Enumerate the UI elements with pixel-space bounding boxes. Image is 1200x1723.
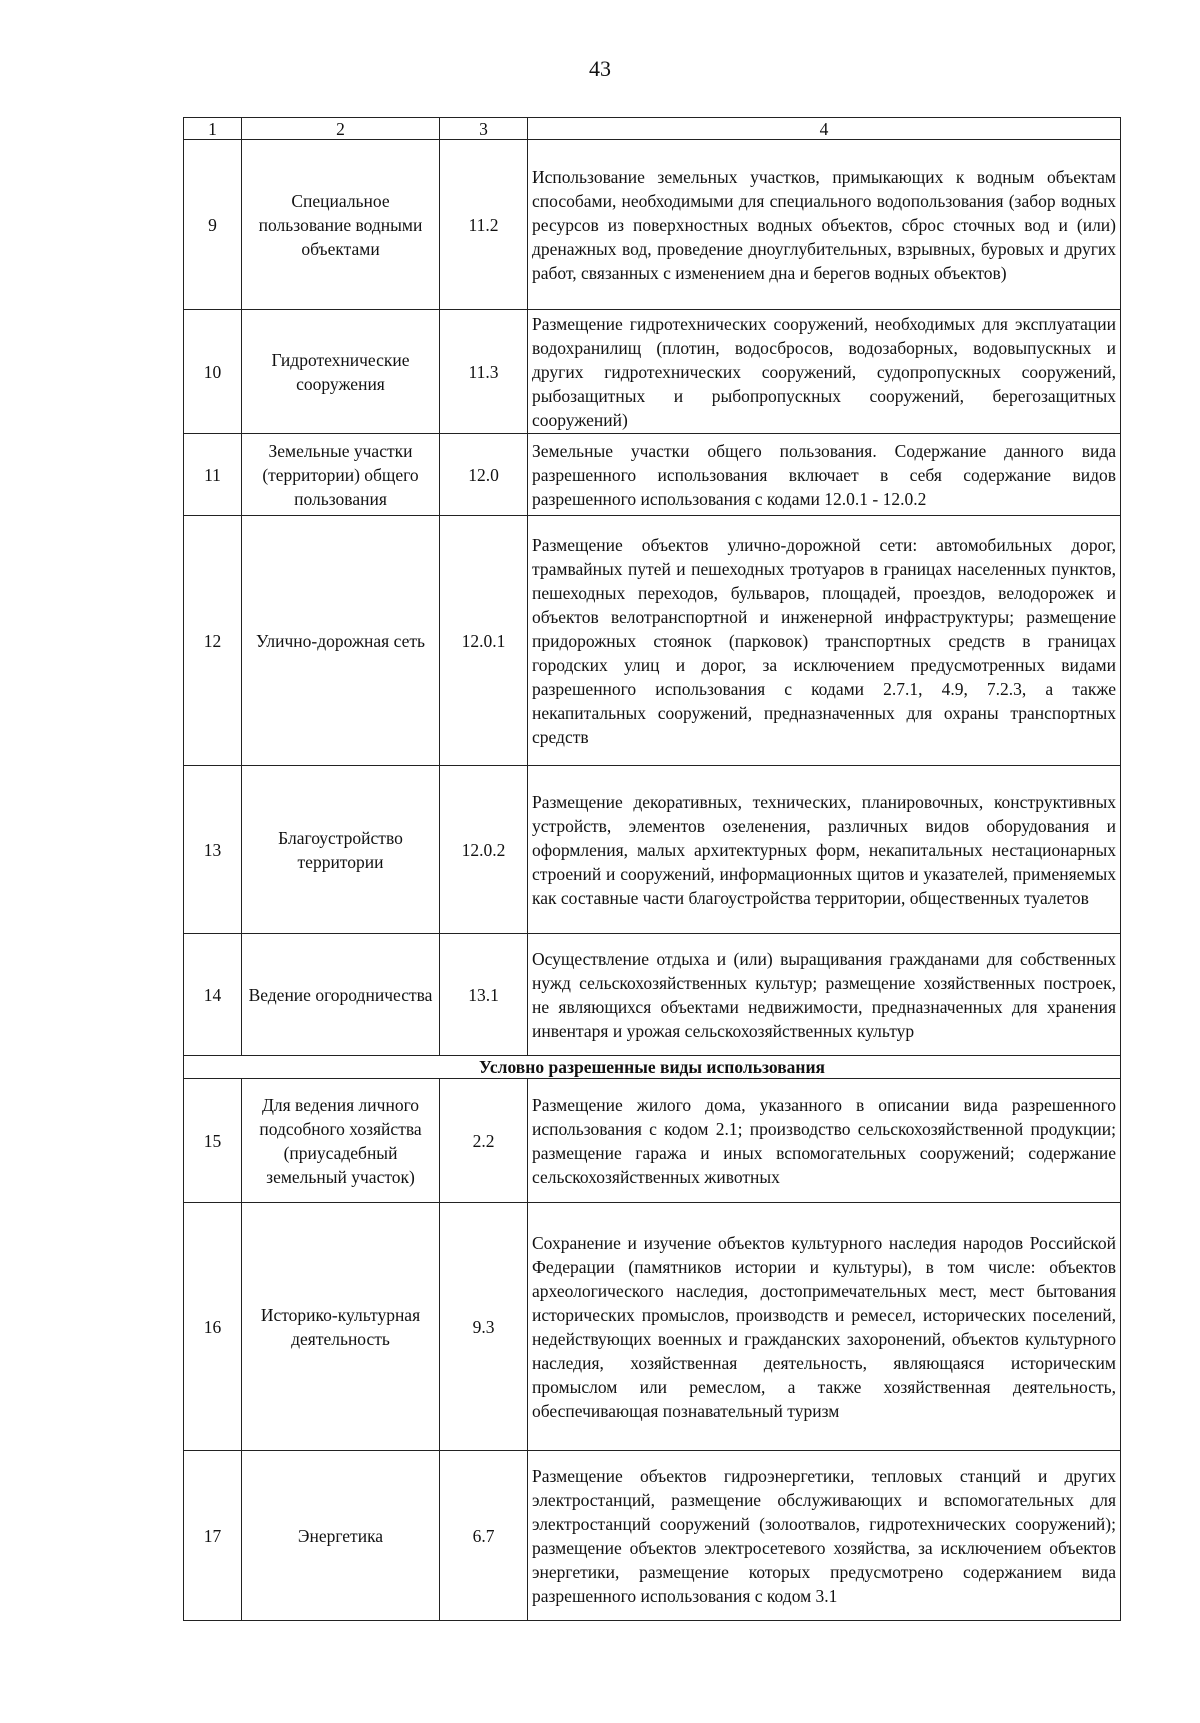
page-number: 43 (589, 56, 611, 81)
row-number: 17 (184, 1451, 242, 1621)
table-row (184, 1203, 1121, 1451)
header-col-3: 3 (440, 118, 528, 140)
table-row (184, 140, 1121, 310)
use-code: 12.0.2 (440, 766, 528, 934)
use-description: Сохранение и изучение объектов культурного наследия народов Российской Федерации (памятников истории и культуры), в том числе: объектов археологического наследия, достопримечательных мест, мест бытования исторических промыслов, производств и ремесел, исторических поселений, недействующих военных и гражданских захоронений, объектов культурного наследия, хозяйственная деятельность, являющаяся историческим промыслом или ремеслом, а также хозяйственная деятельность, обеспечивающая познавательный туризм (528, 1203, 1121, 1451)
use-code: 12.0 (440, 434, 528, 516)
use-description: Размещение объектов улично-дорожной сети: автомобильных дорог, трамвайных путей и пешеходных тротуаров в границах населенных пунктов, пешеходных переходов, бульваров, площадей, проездов, велодорожек и объектов велотранспортной и инженерной инфраструктуры; размещение придорожных стоянок (парковок) транспортных средств в границах городских улиц и дорог, за исключением предусмотренных видами разрешенного использования с кодами 2.7.1, 4.9, 7.2.3, а также некапитальных сооружений, предназначенных для охраны транспортных средств (528, 516, 1121, 766)
use-description: Использование земельных участков, примыкающих к водным объектам способами, необходимыми для специального водопользования (забор водных ресурсов из поверхностных водных объектов, сброс сточных вод и (или) дренажных вод, проведение дноуглубительных, взрывных, буровых и других работ, связанных с изменением дна и берегов водных объектов) (528, 140, 1121, 310)
use-code: 6.7 (440, 1451, 528, 1621)
section-title: Условно разрешенные виды использования (184, 1056, 1121, 1079)
use-name: Улично-дорожная сеть (242, 516, 440, 766)
table-row (184, 310, 1121, 434)
use-description: Земельные участки общего пользования. Содержание данного вида разрешенного использования включает в себя содержание видов разрешенного использования с кодами 12.0.1 - 12.0.2 (528, 434, 1121, 516)
use-name: Для ведения личного подсобного хозяйства (приусадебный земельный участок) (242, 1079, 440, 1203)
row-number: 15 (184, 1079, 242, 1203)
table-row (184, 934, 1121, 1056)
table-row (184, 1451, 1121, 1621)
header-row (184, 118, 1121, 140)
use-description: Размещение объектов гидроэнергетики, тепловых станций и других электростанций, размещение обслуживающих и вспомогательных для электростанций сооружений (золоотвалов, гидротехнических сооружений); размещение объектов электросетевого хозяйства, за исключением объектов энергетики, размещение которых предусмотрено содержанием вида разрешенного использования с кодом 3.1 (528, 1451, 1121, 1621)
table-row (184, 516, 1121, 766)
use-code: 11.3 (440, 310, 528, 434)
use-name: Земельные участки (территории) общего пользования (242, 434, 440, 516)
use-code: 2.2 (440, 1079, 528, 1203)
use-name: Благоустройство территории (242, 766, 440, 934)
use-name: Ведение огородничества (242, 934, 440, 1056)
use-code: 12.0.1 (440, 516, 528, 766)
use-description: Размещение декоративных, технических, планировочных, конструктивных устройств, элементов озеленения, различных видов оборудования и оформления, малых архитектурных форм, некапитальных нестационарных строений и сооружений, информационных щитов и указателей, применяемых как составные части благоустройства территории, общественных туалетов (528, 766, 1121, 934)
use-description: Осуществление отдыха и (или) выращивания гражданами для собственных нужд сельскохозяйственных культур; размещение хозяйственных построек, не являющихся объектами недвижимости, предназначенных для хранения инвентаря и урожая сельскохозяйственных культур (528, 934, 1121, 1056)
table-row (184, 434, 1121, 516)
use-name: Специальное пользование водными объектами (242, 140, 440, 310)
use-code: 9.3 (440, 1203, 528, 1451)
header-col-4: 4 (528, 118, 1121, 140)
use-code: 11.2 (440, 140, 528, 310)
land-use-table (183, 117, 1121, 1621)
row-number: 12 (184, 516, 242, 766)
use-name: Историко-культурная деятельность (242, 1203, 440, 1451)
use-name: Гидротехнические сооружения (242, 310, 440, 434)
use-name: Энергетика (242, 1451, 440, 1621)
row-number: 16 (184, 1203, 242, 1451)
row-number: 14 (184, 934, 242, 1056)
section-row (184, 1056, 1121, 1079)
use-description: Размещение гидротехнических сооружений, необходимых для эксплуатации водохранилищ (плотин, водосбросов, водозаборных, водовыпускных и других гидротехнических сооружений, судопропускных сооружений, рыбозащитных и рыбопропускных сооружений, берегозащитных сооружений) (528, 310, 1121, 434)
use-description: Размещение жилого дома, указанного в описании вида разрешенного использования с кодом 2.1; производство сельскохозяйственной продукции; размещение гаража и иных вспомогательных сооружений; содержание сельскохозяйственных животных (528, 1079, 1121, 1203)
header-col-1: 1 (184, 118, 242, 140)
row-number: 13 (184, 766, 242, 934)
row-number: 10 (184, 310, 242, 434)
row-number: 9 (184, 140, 242, 310)
row-number: 11 (184, 434, 242, 516)
header-col-2: 2 (242, 118, 440, 140)
table-row (184, 1079, 1121, 1203)
use-code: 13.1 (440, 934, 528, 1056)
table-row (184, 766, 1121, 934)
